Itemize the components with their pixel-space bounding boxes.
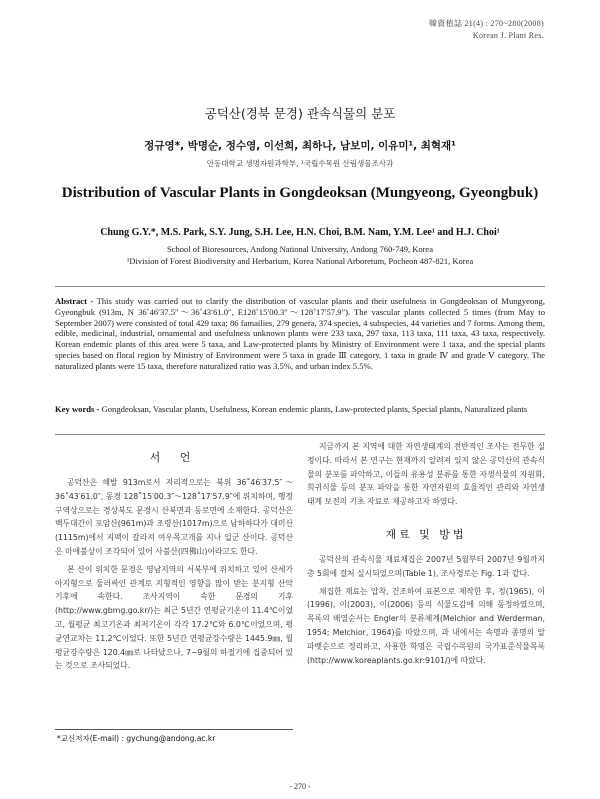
journal-name: Korean J. Plant Res. [472,31,544,40]
journal-citation [429,18,544,42]
methods-paragraph-2: 채집한 재료는 압착, 건조하여 표본으로 제작한 후, 정(1965), 이(1996), 이(2003), 이(2006) 등의 식물도감에 의해 동정하였으며, 목록의 배열순서는 Engler의 분류체계(Melchior and Werderman, 1954; Melchior, 1964)를 따랐으며, 과 내에서는 속명과 종명의 알파벳순으로 정리하고, 사용한 학명은 국립수목원의 국가표준식물목록(http://www.koreaplants.go.kr:9101/)에 따랐다. [307,586,545,665]
right-column [307,440,545,667]
abstract [55,296,545,372]
page-number: - 270 - [289,782,311,791]
english-authors: Chung G.Y.*, M.S. Park, S.Y. Jung, S.H. Lee, H.N. Choi, B.M. Nam, Y.M. Lee¹ and H.J. Choi¹ [100,227,500,238]
korean-affiliation: 안동대학교 생명자원과학부, ¹국립수목원 산림생물조사과 [206,159,394,168]
left-column [55,440,293,673]
footnote-rule [55,729,293,730]
keywords [55,404,545,415]
section-title-introduction: 서 언 [149,451,199,464]
abstract-text: This study was carried out to clarify the distribution of vascular plants and their usefulness in Gongdeoksan of Mungyeong, Gyeongbuk (913m, N 36˚46′37.5″～36˚43′61.0″, E128˚15′00.3″～128˚17′57.9″). The vascular plants collected 5 times (from May to September 2007) were consisted of total 429 taxa; 86 famailies, 279 genera, 374 species, 4 subspecies, 44 varieties and 7 forms. Among them, edible, medicinal, industrial, ornamental and usefulness unknown plants were 233 taxa, 297 taxa, 113 taxa, 111 taxa, 43 taxa, respectively. Korean endemic plants of this area were 5 taxa, and Law-protected plants by Ministry of Environment were 1 taxa, and the special plants species based on floral region by Ministry of Environment were 5 taxa in grade Ⅲ category, 1 taxa in grade Ⅳ and grade Ⅴ category. The naturalized plants were 15 taxa, therefore naturalized ratio was 3.5%, and urban index 5.5%. [55,296,545,371]
korean-authors: 정규영*, 박명순, 정수영, 이선희, 최하나, 남보미, 이유미¹, 최혁재¹ [144,140,456,152]
journal-volume: 韓資植誌 21(4) : 270~280(2008) [428,19,544,28]
abstract-bottom-rule [55,434,545,435]
korean-title: 공덕산(경북 문경) 관속식물의 분포 [204,106,396,121]
methods-paragraph-1: 공덕산의 관속식물 재료채집은 2007년 5월부터 2007년 9월까지 총 5회에 걸쳐 실시되었으며(Table 1), 조사경로는 Fig. 1과 같다. [307,554,545,578]
intro-paragraph-1: 공덕산은 해발 913m로서 지리적으로는 북위 36˚46′37.5″～36˚43′61.0″, 동경 128˚15′00.3″～128˚17′57.9″에 위치하며, 행정구역상으로는 경상북도 문경시 산북면과 동로면에 소재한다. 공덕산은 백두대간이 포암산(961m)과 조령산(1017m)으로 남하하다가 대미산(1115m)에서 지맥이 갈라져 여우목고개를 지나 일군 산이다. 공덕산은 마애불상이 조각되어 있어 사불산(四佛山)이라고도 한다. [55,478,293,556]
keywords-text: Gongdeoksan, Vascular plants, Usefulness, Korean endemic plants, Law-protected plants, Special plants, Naturalized plants [99,404,528,414]
abstract-label: Abstract - [55,296,94,306]
intro-paragraph-2: 본 산이 위치한 문경은 영남지역의 서북부에 위치하고 있어 산세가 아지형으로 둘러싸인 관계로 지형적인 영향을 많이 받는 분지형 산악기후에 속한다. 조사지역이 속한 문경의 기후(http://www.gbmg.go.kr/)는 최근 5년간 연평균기온이 11.4℃이었고, 월평균 최고기온과 최저기온이 각각 17.2℃와 6.0℃이었으며, 평균연교차는 11.2℃이었다. 또한 5년간 연평균강수량은 1445.9㎜, 월평균강수량은 120.4㎜로 나타났으나, 7~9월의 하절기에 집중되어 있는 것으로 조사되었다. [55,564,293,671]
corresponding-author-footnote: *교신저자(E-mail) : gychung@andong.ac.kr [57,734,216,743]
section-title-methods: 재료 및 방법 [385,527,467,541]
abstract-top-rule [55,286,545,287]
english-affiliation [0,244,600,267]
intro-paragraph-3: 지금까지 본 지역에 대한 자연생태계의 전반적인 조사는 전무한 실정이다. 따라서 본 연구는 현재까지 알려져 있지 않은 공덕산의 관속식물의 분포를 파악하고, 이들의 유용성 분류를 통한 자생식물의 자원화, 희귀식물 등의 분포 파악을 통한 자연자원의 효율적인 관리와 자연생태계 보전의 기초 자료로 제공하고자 하였다. [307,442,545,507]
affiliation-line-1: School of Bioresources, Andong National University, Andong 760-749, Korea [167,244,433,254]
english-title: Distribution of Vascular Plants in Gongdeoksan (Mungyeong, Gyeongbuk) [61,185,539,201]
keywords-label: Key words - [55,404,100,414]
affiliation-line-2: ¹Division of Forest Biodiversity and Herbarium, Korea National Arboretum, Pocheon 487-821, Korea [126,255,474,266]
